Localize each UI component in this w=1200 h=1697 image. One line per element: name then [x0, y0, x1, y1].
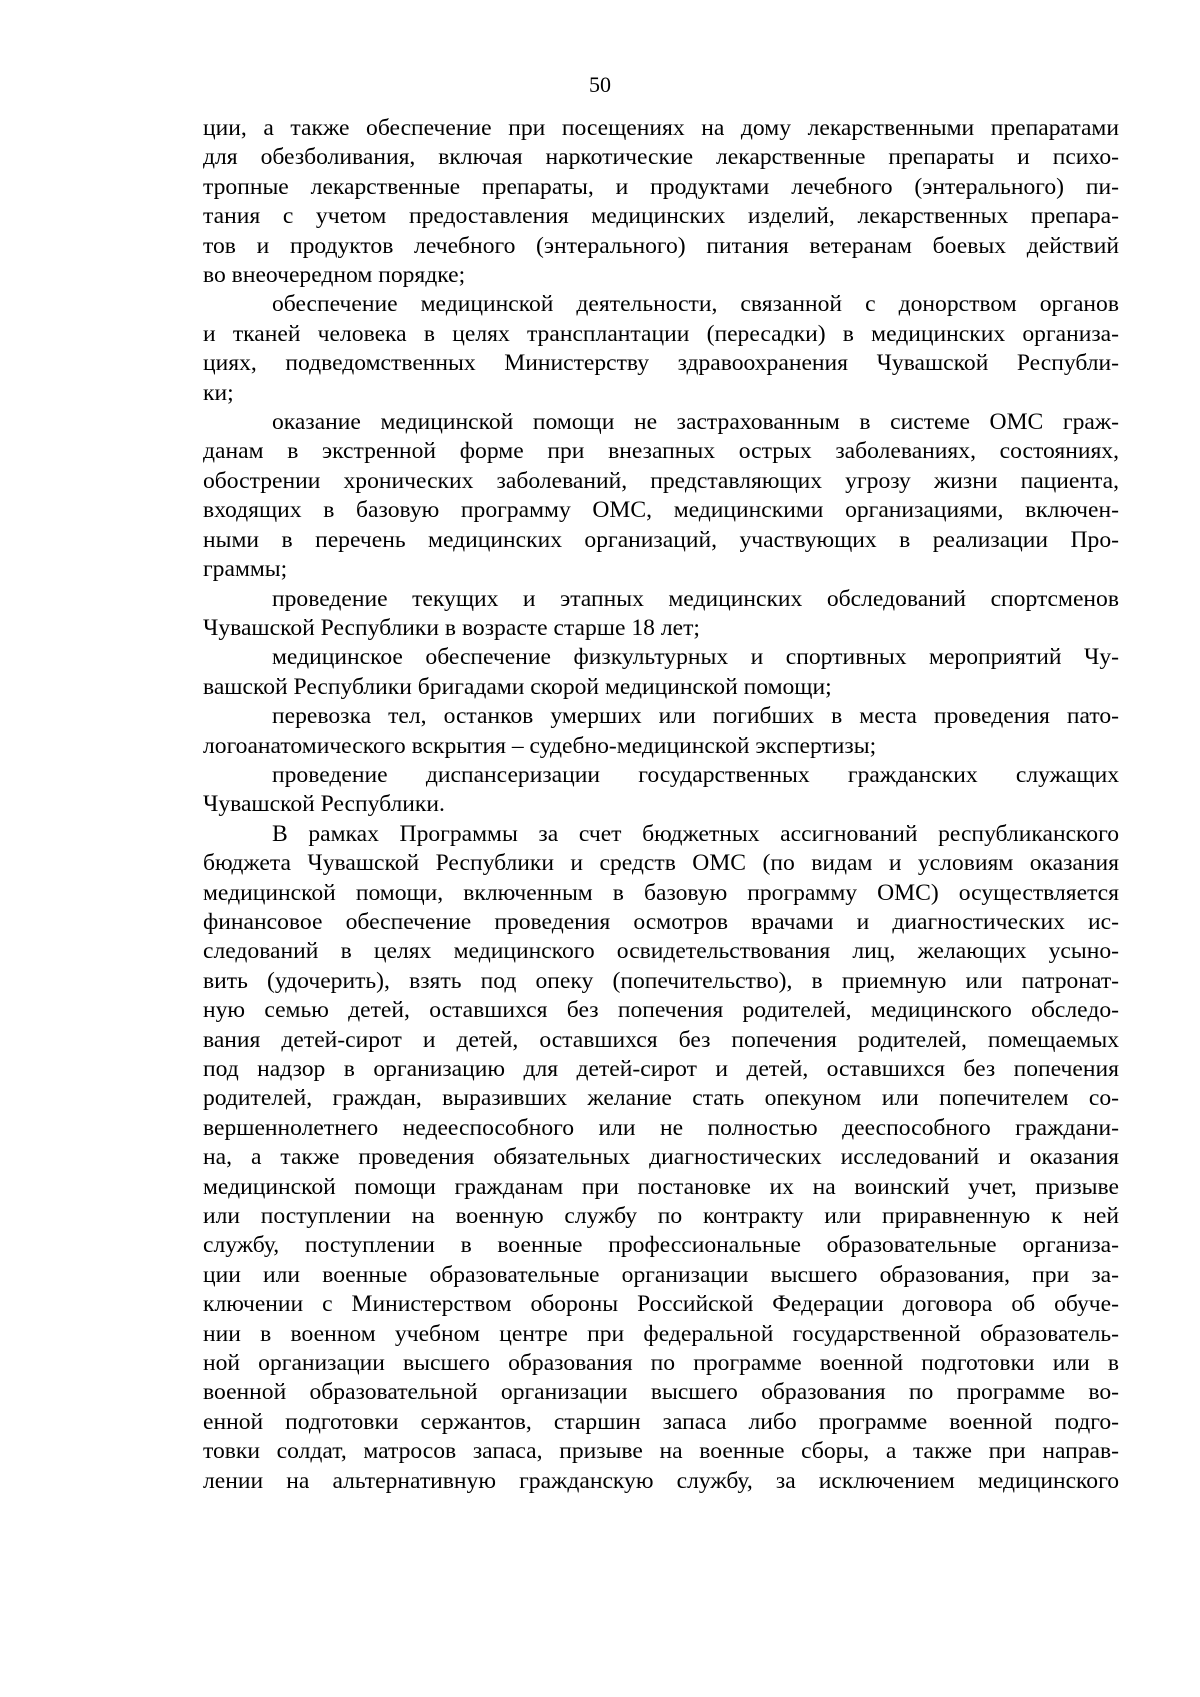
paragraph	[203, 408, 1119, 584]
text-line: следований в целях медицинского освидетельствования лиц, желающих усыно-	[203, 938, 1119, 965]
paragraph	[203, 761, 1119, 820]
paragraph	[203, 585, 1119, 644]
text-line: циях, подведомственных Министерству здравоохранения Чувашской Республи-	[203, 350, 1119, 377]
text-line: тропные лекарственные препараты, и продуктами лечебного (энтерального) пи-	[203, 173, 1119, 200]
text-line: ключении с Министерством обороны Российской Федерации договора об обуче-	[203, 1291, 1119, 1318]
text-line: или поступлении на военную службу по контракту или приравненную к ней	[203, 1203, 1119, 1230]
text-line: медицинской помощи гражданам при постановке их на воинский учет, призыве	[203, 1173, 1119, 1200]
text-line: обострении хронических заболеваний, представляющих угрозу жизни пациента,	[203, 467, 1119, 494]
text-line: вашской Республики бригадами скорой медицинской помощи;	[203, 673, 832, 700]
text-line: медицинской помощи, включенным в базовую программу ОМС) осуществляется	[203, 879, 1119, 906]
text-line: под надзор в организацию для детей-сирот и детей, оставшихся без попечения	[203, 1056, 1119, 1082]
page-number: 50	[589, 72, 611, 97]
paragraph	[203, 820, 1119, 1496]
paragraph	[203, 643, 1119, 702]
text-line: В рамках Программы за счет бюджетных ассигнований республиканского	[272, 820, 1119, 847]
paragraph	[203, 290, 1119, 408]
text-line: финансовое обеспечение проведения осмотров врачами и диагностических ис-	[203, 908, 1119, 935]
text-line: и тканей человека в целях трансплантации (пересадки) в медицинских организа-	[203, 320, 1119, 347]
text-line: бюджета Чувашской Республики и средств ОМС (по видам и условиям оказания	[203, 850, 1119, 877]
text-line: лении на альтернативную гражданскую службу, за исключением медицинского	[203, 1467, 1119, 1494]
text-line: военной образовательной организации высшего образования по программе во-	[203, 1379, 1119, 1406]
text-line: ную семью детей, оставшихся без попечения родителей, медицинского обследо-	[203, 997, 1119, 1024]
text-line: данам в экстренной форме при внезапных острых заболеваниях, состояниях,	[203, 438, 1119, 465]
text-line: товки солдат, матросов запаса, призыве на военные сборы, а также при направ-	[203, 1438, 1119, 1465]
paragraph	[203, 702, 1119, 761]
text-line: ки;	[203, 379, 234, 406]
text-line: тов и продуктов лечебного (энтерального) питания ветеранам боевых действий	[203, 232, 1119, 259]
text-line: вания детей-сирот и детей, оставшихся без попечения родителей, помещаемых	[203, 1026, 1119, 1053]
text-line: Чувашской Республики.	[203, 791, 445, 818]
text-line: вершеннолетнего недееспособного или не полностью дееспособного граждани-	[203, 1114, 1119, 1141]
text-line: ными в перечень медицинских организаций, участвующих в реализации Про-	[203, 526, 1119, 553]
text-line: ции, а также обеспечение при посещениях на дому лекарственными препаратами	[203, 115, 1119, 141]
text-line: на, а также проведения обязательных диагностических исследований и оказания	[203, 1144, 1119, 1171]
text-line: тания с учетом предоставления медицинских изделий, лекарственных препара-	[203, 203, 1119, 230]
text-line: перевозка тел, останков умерших или погибших в места проведения пато-	[272, 703, 1119, 730]
text-line: енной подготовки сержантов, старшин запаса либо программе военной подго-	[203, 1408, 1119, 1435]
text-line: ной организации высшего образования по программе военной подготовки или в	[203, 1350, 1119, 1377]
text-line: нии в военном учебном центре при федеральной государственной образователь-	[203, 1320, 1119, 1347]
text-line: медицинское обеспечение физкультурных и спортивных мероприятий Чу-	[272, 644, 1119, 671]
text-line: обеспечение медицинской деятельности, связанной с донорством органов	[272, 291, 1119, 318]
text-line: входящих в базовую программу ОМС, медицинскими организациями, включен-	[203, 497, 1119, 524]
text-line: проведение диспансеризации государственных гражданских служащих	[272, 761, 1119, 788]
document-body	[203, 114, 1119, 1496]
text-line: оказание медицинской помощи не застрахованным в системе ОМС граж-	[272, 409, 1119, 436]
text-line: вить (удочерить), взять под опеку (попечительство), в приемную или патронат-	[203, 967, 1119, 994]
text-line: Чувашской Республики в возрасте старше 18 лет;	[203, 614, 700, 641]
text-line: граммы;	[203, 556, 288, 583]
text-line: ции или военные образовательные организации высшего образования, при за-	[203, 1261, 1119, 1288]
text-line: проведение текущих и этапных медицинских обследований спортсменов	[272, 585, 1119, 612]
text-line: для обезболивания, включая наркотические лекарственные препараты и психо-	[203, 144, 1119, 171]
text-line: службу, поступлении в военные профессиональные образовательные организа-	[203, 1232, 1119, 1259]
text-line: во внеочередном порядке;	[203, 262, 466, 289]
paragraph	[203, 114, 1119, 290]
text-line: логоанатомического вскрытия – судебно-медицинской экспертизы;	[203, 732, 877, 759]
text-line: родителей, граждан, выразивших желание стать опекуном или попечителем со-	[203, 1085, 1119, 1112]
